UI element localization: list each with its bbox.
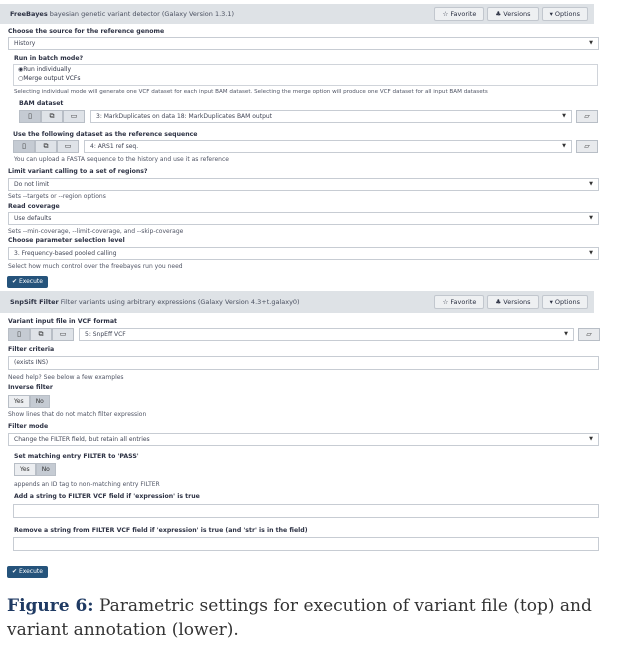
batch-individual-radio[interactable]: ◉Run individually xyxy=(18,66,71,73)
pass-yes-button[interactable]: Yes xyxy=(14,463,36,476)
caret-down-icon: ▾ xyxy=(549,298,553,306)
vcf-input-label: Variant input file in VCF format xyxy=(8,318,117,325)
batch-mode-radio-group xyxy=(13,64,598,86)
read-coverage-select[interactable]: Use defaults ▼ xyxy=(8,212,599,225)
freebayes-header xyxy=(0,4,594,24)
caret-down-icon: ▾ xyxy=(549,10,553,18)
sitemap-icon: ♣ xyxy=(495,298,502,306)
chevron-down-icon: ▼ xyxy=(589,40,593,46)
check-icon: ✔ xyxy=(12,278,18,285)
folder-open-icon[interactable]: ▱ xyxy=(576,110,598,123)
pass-filter-label: Set matching entry FILTER to 'PASS' xyxy=(14,453,139,460)
add-string-label: Add a string to FILTER VCF field if 'expression' is true xyxy=(14,493,200,500)
snpsift-options-button[interactable]: ▾ Options xyxy=(542,295,588,309)
pass-filter-toggle xyxy=(14,463,56,476)
ref-source-label: Choose the source for the reference genome xyxy=(8,28,165,35)
chevron-down-icon: ▼ xyxy=(564,331,568,337)
inverse-no-button[interactable]: No xyxy=(30,395,50,408)
ref-seq-help: You can upload a FASTA sequence to the history and use it as reference xyxy=(14,156,229,163)
inverse-filter-toggle xyxy=(8,395,50,408)
bam-source-buttons xyxy=(19,110,85,123)
chevron-down-icon: ▼ xyxy=(562,113,566,119)
freebayes-tool-name: FreeBayes xyxy=(10,10,48,18)
figure-caption-label: Figure 6: xyxy=(7,596,94,616)
snpsift-versions-button[interactable]: ♣ Versions xyxy=(487,295,538,309)
filter-criteria-label: Filter criteria xyxy=(8,346,55,353)
ref-source-select[interactable]: History ▼ xyxy=(8,37,599,50)
read-coverage-help: Sets --min-coverage, --limit-coverage, and --skip-coverage xyxy=(8,228,184,235)
batch-mode-help: Selecting individual mode will generate one VCF dataset for each input BAM dataset. Selecting the merge option will produce one VCF dataset for all input BAM datasets xyxy=(14,89,488,95)
snpsift-tool-name: SnpSift Filter xyxy=(10,298,59,306)
param-level-label: Choose parameter selection level xyxy=(8,237,125,244)
chevron-down-icon: ▼ xyxy=(562,143,566,149)
inverse-filter-help: Show lines that do not match filter expression xyxy=(8,411,147,418)
folder-icon[interactable]: ▭ xyxy=(52,328,74,341)
batch-mode-label: Run in batch mode? xyxy=(14,55,84,62)
filter-criteria-help: Need help? See below a few examples xyxy=(8,374,124,381)
chevron-down-icon: ▼ xyxy=(589,436,593,442)
inverse-filter-label: Inverse filter xyxy=(8,384,53,391)
param-level-help: Select how much control over the freebayes run you need xyxy=(8,263,183,270)
filter-mode-select[interactable]: Change the FILTER field, but retain all entries ▼ xyxy=(8,433,599,446)
add-string-input[interactable] xyxy=(13,504,599,518)
files-icon[interactable]: ⧉ xyxy=(35,140,57,153)
figure-caption-text: Parametric settings for execution of variant file (top) and variant annotation (lower). xyxy=(7,596,592,640)
snpsift-favorite-button[interactable]: ☆ Favorite xyxy=(434,295,484,309)
vcf-source-buttons xyxy=(8,328,74,341)
bam-dataset-label: BAM dataset xyxy=(19,100,64,107)
snpsift-header xyxy=(0,291,594,313)
ref-seq-source-buttons xyxy=(13,140,79,153)
chevron-down-icon: ▼ xyxy=(589,215,593,221)
ref-seq-label: Use the following dataset as the reference sequence xyxy=(13,131,198,138)
star-icon: ☆ xyxy=(442,298,449,306)
filter-criteria-input[interactable]: (exists INS) xyxy=(8,356,599,370)
freebayes-tool-desc: bayesian genetic variant detector (Galaxy Version 1.3.1) xyxy=(49,10,235,18)
freebayes-options-button[interactable]: ▾ Options xyxy=(542,7,588,21)
files-icon[interactable]: ⧉ xyxy=(41,110,63,123)
freebayes-versions-button[interactable]: ♣ Versions xyxy=(487,7,538,21)
file-icon[interactable]: ▯ xyxy=(19,110,41,123)
files-icon[interactable]: ⧉ xyxy=(30,328,52,341)
figure-caption xyxy=(7,594,619,642)
batch-merge-radio[interactable]: ○Merge output VCFs xyxy=(18,75,81,82)
limit-regions-label: Limit variant calling to a set of regions? xyxy=(8,168,148,175)
snpsift-execute-button[interactable]: ✔ Execute xyxy=(7,566,48,578)
folder-icon[interactable]: ▭ xyxy=(57,140,79,153)
file-icon[interactable]: ▯ xyxy=(8,328,30,341)
limit-regions-select[interactable]: Do not limit ▼ xyxy=(8,178,599,191)
freebayes-execute-button[interactable]: ✔ Execute xyxy=(7,276,48,288)
ref-seq-select[interactable]: 4: ARS1 ref seq. ▼ xyxy=(84,140,572,153)
param-level-select[interactable]: 3. Frequency-based pooled calling ▼ xyxy=(8,247,599,260)
folder-icon[interactable]: ▭ xyxy=(63,110,85,123)
chevron-down-icon: ▼ xyxy=(589,250,593,256)
check-icon: ✔ xyxy=(12,568,18,575)
snpsift-tool-desc: Filter variants using arbitrary expressions (Galaxy Version 4.3+t.galaxy0) xyxy=(60,298,300,306)
pass-filter-help: appends an ID tag to non-matching entry FILTER xyxy=(14,481,160,488)
vcf-input-select[interactable]: 5: SnpEff VCF ▼ xyxy=(79,328,574,341)
remove-string-label: Remove a string from FILTER VCF field if 'expression' is true (and 'str' is in the field) xyxy=(14,527,308,534)
chevron-down-icon: ▼ xyxy=(589,181,593,187)
freebayes-favorite-button[interactable]: ☆ Favorite xyxy=(434,7,484,21)
filter-mode-label: Filter mode xyxy=(8,423,49,430)
pass-no-button[interactable]: No xyxy=(36,463,56,476)
read-coverage-label: Read coverage xyxy=(8,203,60,210)
limit-regions-help: Sets --targets or --region options xyxy=(8,193,106,200)
star-icon: ☆ xyxy=(442,10,449,18)
folder-open-icon[interactable]: ▱ xyxy=(578,328,600,341)
inverse-yes-button[interactable]: Yes xyxy=(8,395,30,408)
bam-dataset-select[interactable]: 3: MarkDuplicates on data 18: MarkDuplicates BAM output ▼ xyxy=(90,110,572,123)
sitemap-icon: ♣ xyxy=(495,10,502,18)
folder-open-icon[interactable]: ▱ xyxy=(576,140,598,153)
file-icon[interactable]: ▯ xyxy=(13,140,35,153)
remove-string-input[interactable] xyxy=(13,537,599,551)
